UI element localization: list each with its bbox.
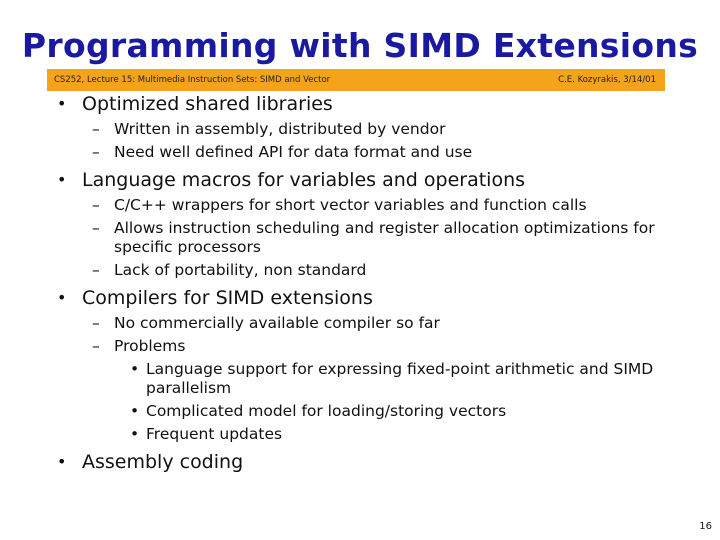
bullet-item <box>0 286 720 310</box>
bullet-item <box>0 168 720 192</box>
sub-bullet-text: Allows instruction scheduling and register allocation optimizations for specific processors <box>114 219 655 256</box>
sub-bullet-item <box>0 143 720 162</box>
dash-marker: – <box>92 261 100 279</box>
bullet-text: Language macros for variables and operations <box>82 169 526 191</box>
bullet-marker: • <box>130 360 140 378</box>
sub-bullet-text: No commercially available compiler so far <box>114 314 440 332</box>
bullet-item <box>0 92 720 116</box>
sub-sub-bullet-text: Frequent updates <box>146 425 283 443</box>
sub-sub-bullet-item <box>0 360 720 398</box>
sub-sub-bullet-item <box>0 402 720 421</box>
bullet-marker: • <box>57 452 67 471</box>
bullet-marker: • <box>130 425 140 443</box>
sub-bullet-item <box>0 261 720 280</box>
bullet-marker: • <box>57 170 67 189</box>
sub-bullet-item <box>0 219 720 257</box>
course-lecture-label: CS252, Lecture 15: Multimedia Instruction Sets: SIMD and Vector <box>54 75 331 85</box>
slide-title: Programming with SIMD Extensions <box>21 26 699 65</box>
bullet-item <box>0 450 720 474</box>
bullet-text: Assembly coding <box>82 451 244 473</box>
dash-marker: – <box>92 314 100 332</box>
sub-sub-bullet-text: Language support for expressing fixed-point arithmetic and SIMD parallelism <box>146 360 654 397</box>
bullet-text: Optimized shared libraries <box>82 93 333 115</box>
dash-marker: – <box>92 120 100 138</box>
sub-bullet-item <box>0 196 720 215</box>
sub-sub-bullet-text: Complicated model for loading/storing vectors <box>146 402 507 420</box>
sub-bullet-item <box>0 314 720 333</box>
sub-bullet-text: Problems <box>114 337 186 355</box>
dash-marker: – <box>92 219 100 237</box>
dash-marker: – <box>92 196 100 214</box>
bullet-marker: • <box>57 288 67 307</box>
bullet-marker: • <box>130 402 140 420</box>
sub-bullet-text: Need well defined API for data format and use <box>114 143 473 161</box>
sub-bullet-text: C/C++ wrappers for short vector variables and function calls <box>114 196 587 214</box>
bullet-marker: • <box>57 94 67 113</box>
sub-sub-bullet-item <box>0 425 720 444</box>
header-banner <box>47 69 665 91</box>
author-date-label: C.E. Kozyrakis, 3/14/01 <box>558 75 656 85</box>
page-number: 16 <box>699 521 712 532</box>
slide-body <box>0 90 720 474</box>
dash-marker: – <box>92 337 100 355</box>
dash-marker: – <box>92 143 100 161</box>
sub-bullet-text: Lack of portability, non standard <box>114 261 367 279</box>
bullet-text: Compilers for SIMD extensions <box>82 287 373 309</box>
sub-bullet-item <box>0 120 720 139</box>
sub-bullet-text: Written in assembly, distributed by vendor <box>114 120 446 138</box>
sub-bullet-item <box>0 337 720 356</box>
